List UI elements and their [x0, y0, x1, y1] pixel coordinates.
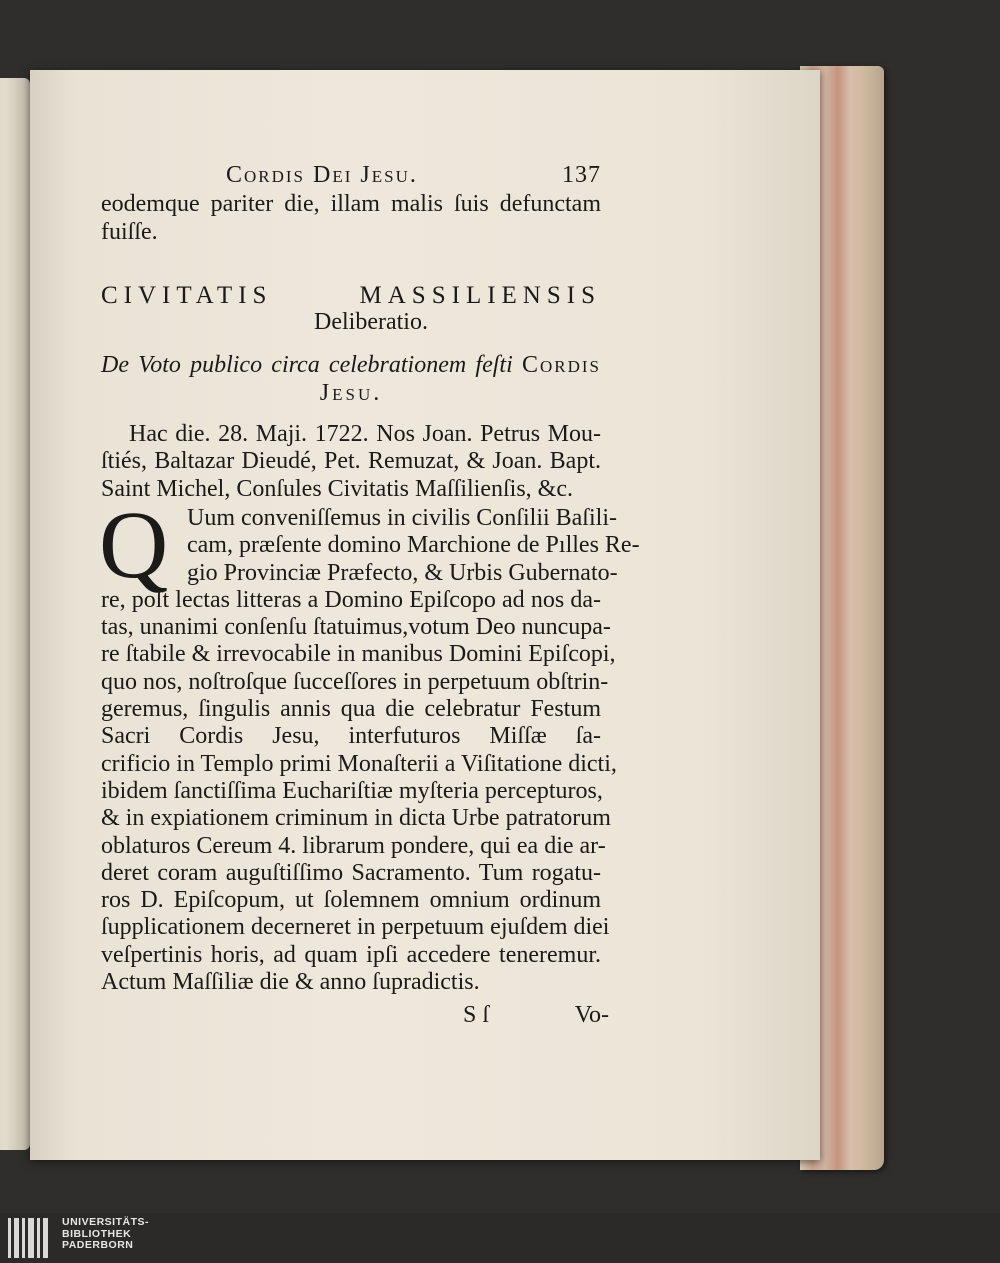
page-number: 137 — [562, 162, 601, 188]
text-line: deret coram auguſtiſſimo Sacramento. Tum rogatu- — [101, 859, 601, 886]
body-paragraph — [99, 490, 640, 996]
preamble — [101, 421, 601, 503]
text-line: oblaturos Cereum 4. librarum pondere, qui ea die ar- — [101, 832, 606, 859]
text-line: veſpertinis horis, ad quam ipſi accedere teneremur. — [101, 941, 601, 968]
heading — [101, 352, 601, 379]
text-line: Uum conveniſſemus in civilis Conſilii Baſili- — [187, 504, 617, 531]
section-title: CIVITATIS MASSILIENSIS — [101, 281, 601, 309]
heading-caps-text: Cordis — [521, 352, 602, 379]
catchword: Vo- — [574, 1002, 609, 1029]
text-line: ibidem ſanctiſſima Euchariſtiæ myſteria percepturos, — [101, 777, 603, 804]
text-line: re ſtabile & irrevocabile in manibus Domini Epiſcopi, — [101, 641, 616, 668]
running-head-title: Cordis Dei Jesu. — [226, 162, 418, 188]
text-line: crificio in Templo primi Monaſterii a Viſitatione dicti, — [101, 750, 617, 777]
left-page-edge — [0, 78, 30, 1150]
text-line: re, poſt lectas litteras a Domino Epiſcopo ad nos da- — [101, 586, 601, 613]
text-line: geremus, ſingulis annis qua die celebratur Festum — [101, 696, 601, 723]
library-name-line: BIBLIOTHEK — [62, 1227, 132, 1240]
page-text — [99, 162, 640, 1032]
library-name — [62, 1217, 149, 1252]
text-line: Sacri Cordis Jesu, interfuturos Miſſæ ſa- — [101, 723, 601, 750]
text-line: fuiſſe. — [101, 218, 158, 245]
library-name-line: UNIVERSITÄTS- — [62, 1216, 150, 1228]
text-line: & in expiationem criminum in dicta Urbe patratorum — [101, 805, 611, 832]
text-line: ſtiés, Baltazar Dieudé, Pet. Remuzat, & Joan. Bapt. — [101, 448, 601, 475]
text-line: Hac die. 28. Maji. 1722. Nos Joan. Petrus Mou- — [129, 421, 601, 448]
signature-mark: S ſ — [463, 1002, 490, 1029]
drop-cap: Q — [99, 490, 169, 598]
catchword-line — [101, 1002, 609, 1032]
footer-bar — [0, 1213, 1000, 1263]
text-line: quo nos, noſtroſque ſucceſſores in perpetuum obſtrin- — [101, 668, 609, 695]
text-line: tas, unanimi conſenſu ſtatuimus,votum Deo nuncupa- — [101, 614, 611, 641]
text-line: eodemque pariter die, illam malis ſuis defunctam — [101, 191, 601, 218]
heading-last-line: Jesu. — [319, 379, 383, 406]
library-name-line: PADERBORN — [62, 1239, 134, 1251]
running-head — [101, 162, 601, 189]
section-subtitle: Deliberatio. — [314, 309, 428, 336]
text-line: cam, præſente domino Marchione de Pılles Re- — [187, 532, 640, 559]
text-line: Saint Michel, Conſules Civitatis Maſſilienſis, &c. — [101, 475, 573, 502]
heading-italic-text: De Voto publico circa celebrationem feſti — [101, 352, 513, 379]
text-line: Actum Maſſiliæ die & anno ſupradictis. — [101, 969, 480, 996]
text-line: ſupplicationem decerneret in perpetuum ejuſdem diei — [101, 914, 610, 941]
text-line: ros D. Epiſcopum, ut ſolemnem omnium ordinum — [101, 887, 601, 914]
library-logo-icon — [8, 1218, 52, 1258]
text-line: gio Provinciæ Præfecto, & Urbis Gubernato- — [187, 559, 618, 586]
